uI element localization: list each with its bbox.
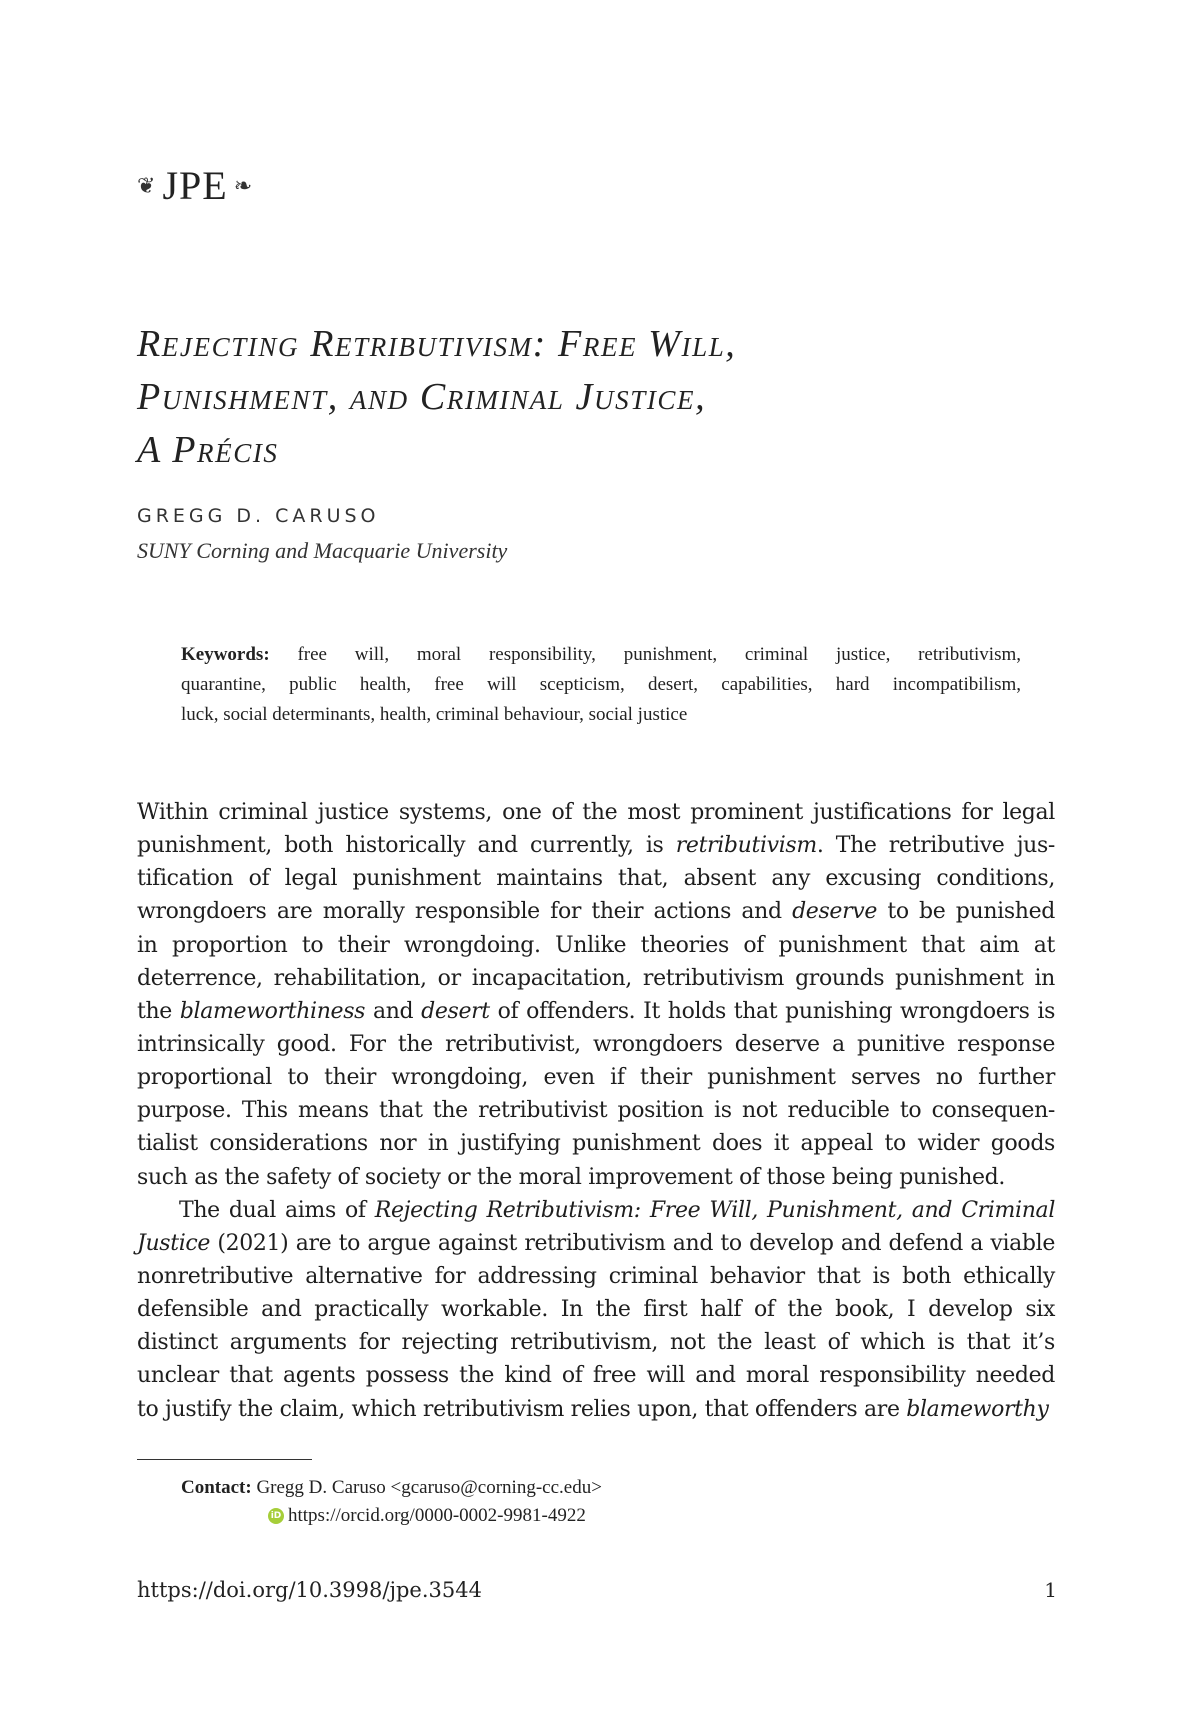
- italic-text: deserve: [792, 899, 877, 925]
- italic-text: retributivism: [675, 833, 817, 859]
- text-line: tification of legal punishment maintains that, absent any excusing conditions,: [137, 866, 1055, 892]
- author-affiliation: SUNY Corning and Macquarie University: [137, 538, 508, 563]
- ornament-right-icon: ❧: [233, 172, 254, 198]
- text-segment: . The retributive jus-: [816, 833, 1056, 859]
- text-segment: to be punished: [877, 899, 1055, 925]
- text-line: [137, 995, 1055, 1028]
- text-line: [137, 1194, 1055, 1227]
- text-line: deterrence, rehabilitation, or incapacitation, retributivism grounds punishment in: [137, 965, 1055, 991]
- text-line: Within criminal justice systems, one of the most prominent justifications for legal: [137, 800, 1055, 825]
- text-line: [137, 1393, 1055, 1426]
- contact-label: Contact:: [181, 1477, 252, 1498]
- paragraph-1: [137, 796, 1055, 1194]
- text-line: nonretributive alternative for addressing criminal behavior that is both ethically: [137, 1263, 1055, 1289]
- text-segment: punishment, both historically and currently, is: [137, 833, 676, 859]
- text-line: [137, 1227, 1055, 1260]
- text-segment: (2021) are to argue against retributivism and to develop and defend a viable: [210, 1230, 1055, 1256]
- text-line: purpose. This means that the retributivist position is not reducible to consequen-: [137, 1098, 1055, 1124]
- keywords-label: Keywords:: [181, 644, 270, 665]
- text-line: [137, 895, 1055, 928]
- text-segment: to justify the claim, which retributivism relies upon, that offenders are: [137, 1396, 907, 1422]
- text-line: such as the safety of society or the moral improvement of those being punished.: [137, 1164, 1006, 1190]
- journal-logo: [137, 162, 253, 209]
- text-segment: wrongdoers are morally responsible for their actions and: [137, 899, 793, 925]
- text-segment: the: [137, 998, 180, 1024]
- keywords-line: [181, 640, 1021, 670]
- doi-link[interactable]: https://doi.org/10.3998/jpe.3544: [137, 1578, 482, 1602]
- text-line: tialist considerations nor in justifying punishment does it appeal to wider goods: [137, 1131, 1055, 1157]
- text-segment: and: [365, 998, 422, 1024]
- author-name: GREGG D. CARUSO: [137, 505, 380, 527]
- text-line: proportional to their wrongdoing, even if their punishment serves no further: [137, 1065, 1055, 1091]
- keywords-block: [181, 640, 1021, 730]
- text-line: defensible and practically workable. In the first half of the book, I develop six: [137, 1297, 1055, 1323]
- text-segment: of offenders. It holds that punishing wrongdoers is: [489, 998, 1056, 1024]
- italic-text: Rejecting Retributivism: Free Will, Punishment, and Criminal: [374, 1197, 1056, 1223]
- body-text: [137, 796, 1055, 1426]
- journal-logo-text: JPE: [162, 163, 228, 208]
- orcid-row: [268, 1502, 586, 1530]
- text-line: [137, 829, 1055, 862]
- italic-text: blameworthy: [906, 1396, 1049, 1422]
- footnote-divider: [137, 1459, 312, 1460]
- ornament-left-icon: ❦: [137, 172, 157, 198]
- title-line: A Précis: [137, 429, 279, 471]
- text-line: in proportion to their wrongdoing. Unlike theories of punishment that aim at: [137, 932, 1055, 958]
- title-line: Punishment, and Criminal Justice,: [137, 376, 707, 418]
- article-title: [137, 318, 1037, 477]
- italic-text: desert: [421, 998, 490, 1024]
- orcid-link[interactable]: https://orcid.org/0000-0002-9981-4922: [288, 1505, 586, 1526]
- text-segment: The dual aims of: [179, 1197, 375, 1223]
- text-line: distinct arguments for rejecting retributivism, not the least of which is that it’s: [137, 1330, 1055, 1356]
- paragraph-2: [137, 1194, 1055, 1426]
- italic-text: blameworthiness: [179, 998, 366, 1024]
- title-line: Rejecting Retributivism: Free Will,: [137, 323, 737, 365]
- text-line: unclear that agents possess the kind of free will and moral responsibility needed: [137, 1363, 1055, 1389]
- contact-text: Gregg D. Caruso <gcaruso@corning-cc.edu>: [256, 1477, 602, 1498]
- keywords-text: free will, moral responsibility, punishment, criminal justice, retributivism,: [297, 644, 1022, 665]
- page-number: 1: [1044, 1578, 1057, 1602]
- keywords-line: luck, social determinants, health, criminal behaviour, social justice: [181, 704, 688, 725]
- text-line: intrinsically good. For the retributivist, wrongdoers deserve a punitive response: [137, 1031, 1055, 1057]
- orcid-icon: iD: [268, 1508, 284, 1524]
- contact-line: [181, 1474, 602, 1502]
- keywords-line: quarantine, public health, free will scepticism, desert, capabilities, hard incompatibilism,: [181, 674, 1021, 695]
- italic-text: Justice: [137, 1230, 211, 1256]
